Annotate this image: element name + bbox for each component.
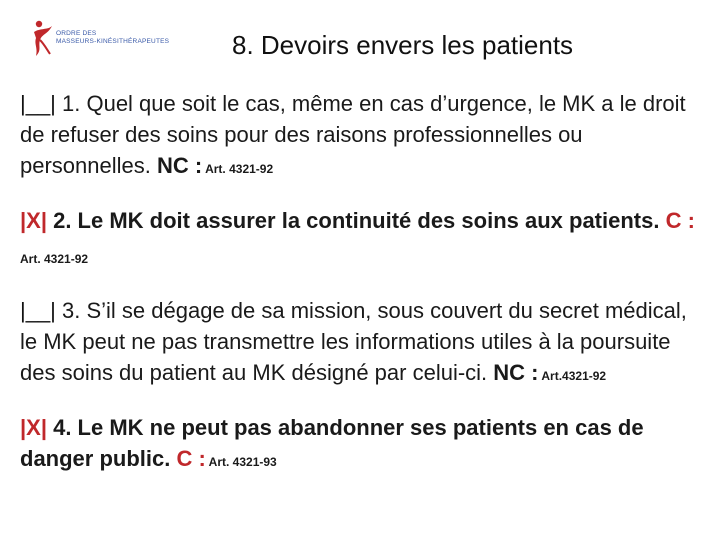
statement-2	[20, 205, 704, 275]
ordre-logo	[30, 18, 190, 58]
checkbox-empty: |__|	[20, 91, 56, 116]
statement-text: 4. Le MK ne peut pas abandonner ses patients en cas de danger public.	[20, 415, 644, 471]
article-reference: Art. 4321-93	[205, 455, 277, 469]
verdict-label: NC :	[493, 360, 539, 385]
statement-4	[20, 412, 704, 478]
ordre-figure-icon	[30, 18, 56, 58]
logo-line-1: ORDRE DES	[56, 30, 97, 37]
checkbox-checked: |X|	[20, 208, 47, 233]
statement-text: 1. Quel que soit le cas, même en cas d’urgence, le MK a le droit de refuser des soins pour des raisons professionnelles ou personnelles.	[20, 91, 686, 178]
statement-1	[20, 88, 704, 185]
statement-list	[20, 88, 704, 498]
logo-text	[56, 30, 169, 46]
checkbox-checked: |X|	[20, 415, 47, 440]
verdict-label: NC :	[156, 153, 203, 178]
verdict-label: C :	[176, 446, 206, 471]
article-reference: Art. 4321-92	[202, 162, 274, 176]
page-title: 8. Devoirs envers les patients	[232, 30, 574, 60]
article-reference: Art. 4321-92	[20, 252, 89, 266]
verdict-label: C :	[665, 208, 695, 233]
logo-line-2: MASSEURS-KINÉSITHÉRAPEUTES	[56, 38, 170, 45]
statement-3	[20, 295, 704, 392]
checkbox-empty: |__|	[20, 298, 56, 323]
article-reference: Art.4321-92	[538, 369, 607, 383]
statement-text: 2. Le MK doit assurer la continuité des soins aux patients.	[46, 208, 666, 233]
statement-text: 3. S’il se dégage de sa mission, sous couvert du secret médical, le MK peut ne pas transmettre les informations utiles à la poursuite des soins du patient au MK désigné par celui-ci.	[20, 298, 687, 385]
